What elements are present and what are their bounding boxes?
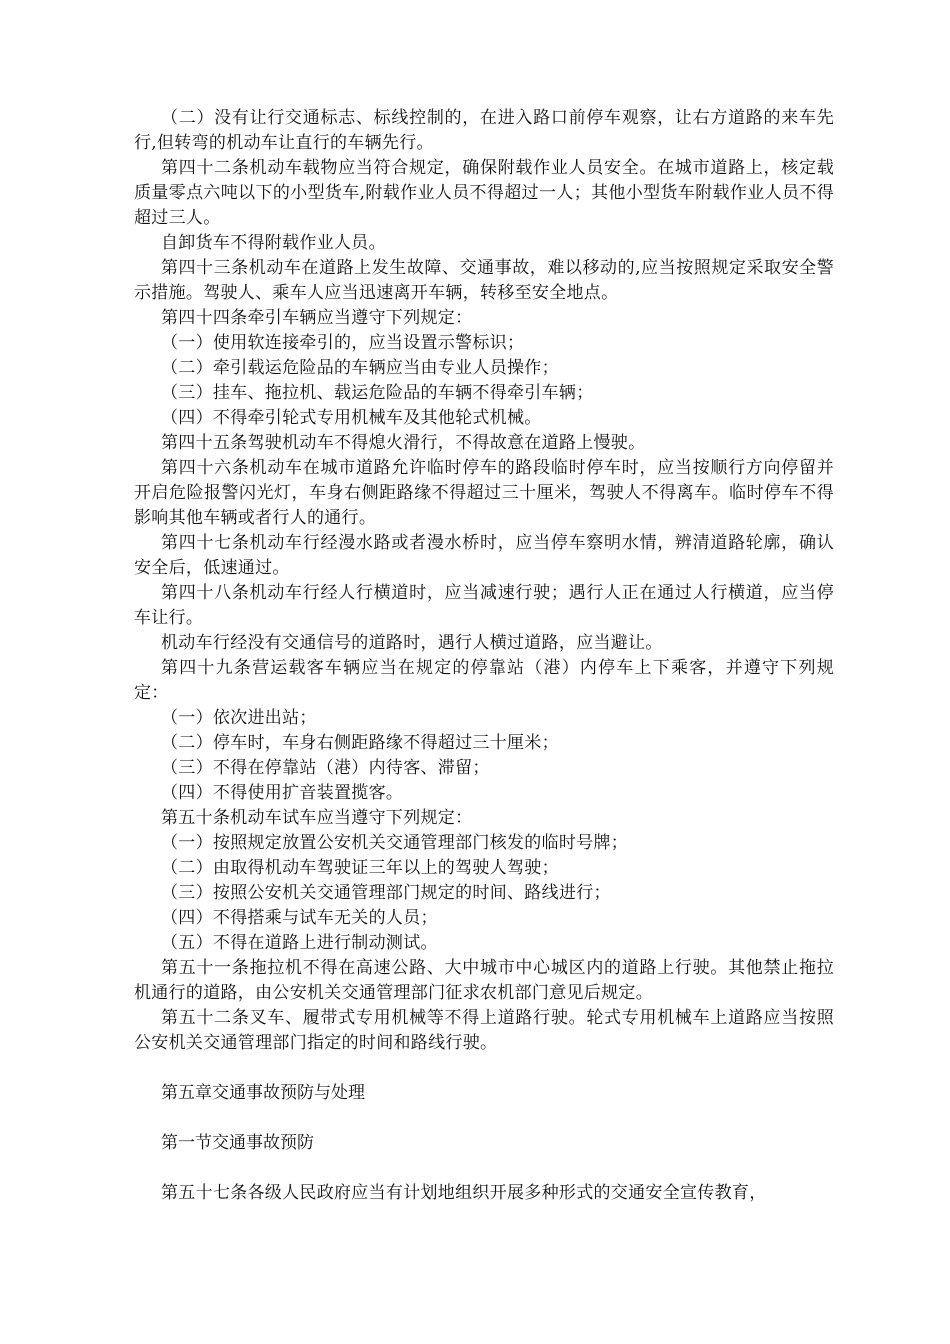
section-heading: 第一节交通事故预防 — [161, 1133, 314, 1153]
paragraph: 第四十四条牵引车辆应当遵守下列规定： — [161, 308, 473, 328]
paragraph: （一）使用软连接牵引的，应当设置示警标识； — [161, 333, 525, 353]
paragraph: 第四十七条机动车行经漫水路或者漫水桥时，应当停车察明水情，辨清道路轮廓，确认安全后，低速通过。 — [134, 533, 834, 578]
spacer — [134, 1106, 834, 1131]
paragraph: （三）按照公安机关交通管理部门规定的时间、路线进行； — [161, 883, 611, 903]
paragraph: 第四十六条机动车在城市道路允许临时停车的路段临时停车时，应当按顺行方向停留并开启危险报警闪光灯，车身右侧距路缘不得超过三十厘米，驾驶人不得离车。临时停车不得影响其他车辆或者行人的通行。 — [134, 458, 834, 528]
paragraph-last: 第五十七条各级人民政府应当有计划地组织开展多种形式的交通安全宣传教育， — [161, 1183, 767, 1203]
paragraph: （四）不得搭乘与试车无关的人员； — [161, 908, 438, 928]
paragraph: 第四十九条营运载客车辆应当在规定的停靠站（港）内停车上下乘客，并遵守下列规定： — [134, 658, 834, 703]
paragraph: （三）不得在停靠站（港）内待客、滞留； — [161, 758, 490, 778]
spacer — [134, 1156, 834, 1181]
paragraph: 第四十五条驾驶机动车不得熄火滑行，不得故意在道路上慢驶。 — [161, 433, 646, 453]
paragraph: （二）由取得机动车驾驶证三年以上的驾驶人驾驶； — [161, 858, 559, 878]
paragraph: 第五十一条拖拉机不得在高速公路、大中城市中心城区内的道路上行驶。其他禁止拖拉机通行的道路，由公安机关交通管理部门征求农机部门意见后规定。 — [134, 958, 834, 1003]
chapter-heading: 第五章交通事故预防与处理 — [161, 1083, 365, 1103]
paragraph: （二）没有让行交通标志、标线控制的，在进入路口前停车观察，让右方道路的来车先行,但转弯的机动车让直行的车辆先行。 — [134, 108, 834, 153]
paragraph: （四）不得牵引轮式专用机械车及其他轮式机械。 — [161, 408, 542, 428]
paragraph: 第四十三条机动车在道路上发生故障、交通事故，难以移动的,应当按照规定采取安全警示措施。驾驶人、乘车人应当迅速离开车辆，转移至安全地点。 — [134, 258, 834, 303]
paragraph: 第五十条机动车试车应当遵守下列规定： — [161, 808, 473, 828]
paragraph: （二）牵引载运危险品的车辆应当由专业人员操作； — [161, 358, 559, 378]
paragraph-list — [134, 106, 834, 1056]
paragraph: （一）按照规定放置公安机关交通管理部门核发的临时号牌； — [161, 833, 629, 853]
document-page — [134, 106, 834, 1206]
paragraph: （四）不得使用扩音装置揽客。 — [161, 783, 404, 803]
spacer — [134, 1056, 834, 1081]
paragraph: 第四十二条机动车载物应当符合规定，确保附载作业人员安全。在城市道路上，核定载质量零点六吨以下的小型货车,附载作业人员不得超过一人；其他小型货车附载作业人员不得超过三人。 — [134, 158, 834, 228]
paragraph: 自卸货车不得附载作业人员。 — [161, 233, 386, 253]
paragraph: （三）挂车、拖拉机、载运危险品的车辆不得牵引车辆； — [161, 383, 594, 403]
paragraph: （一）依次进出站； — [161, 708, 317, 728]
paragraph: （五）不得在道路上进行制动测试。 — [161, 933, 438, 953]
paragraph: （二）停车时，车身右侧距路缘不得超过三十厘米； — [161, 733, 559, 753]
paragraph: 第五十二条叉车、履带式专用机械等不得上道路行驶。轮式专用机械车上道路应当按照公安机关交通管理部门指定的时间和路线行驶。 — [134, 1008, 834, 1053]
paragraph: 第四十八条机动车行经人行横道时，应当减速行驶；遇行人正在通过人行横道，应当停车让行。 — [134, 583, 834, 628]
paragraph: 机动车行经没有交通信号的道路时，遇行人横过道路，应当避让。 — [161, 633, 663, 653]
